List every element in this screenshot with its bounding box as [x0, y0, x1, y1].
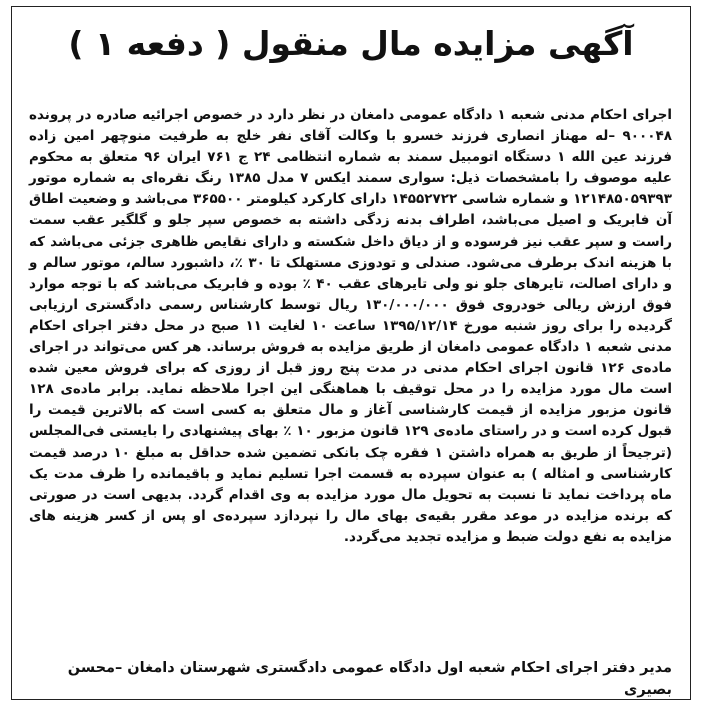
notice-title: آگهی مزایده مال منقول ( دفعه ۱ ) — [68, 24, 634, 63]
notice-body — [29, 105, 672, 548]
notice-frame — [11, 6, 691, 700]
notice-signature: مدیر دفتر اجرای احکام شعبه اول دادگاه عمومی دادگستری شهرستان دامغان –محسن بصیری — [67, 660, 672, 698]
notice-body-text: اجرای احکام مدنی شعبه ۱ دادگاه عمومی دامغان در نظر دارد در خصوص اجرائیه صادره در پرونده ۹۰۰۰۴۸ –له مهناز انصاری فرزند خسرو با وکالت آقای نفر خلج به طرفیت منوچهر امین زاده فرزند عین الله ۱ دستگاه اتومبیل سمند به شماره انتظامی ۲۴ ج ۷۶۱ ایران ۹۶ متعلق به محکوم علیه موصوف را بامشخصات ذیل: سواری سمند ایکس ۷ مدل ۱۳۸۵ رنگ نقره‌ای به شماره موتور ۱۲۱۴۸۵۰۵۹۳۹۳ و شماره شاسی ۱۴۵۵۲۷۲۲ دارای کارکرد کیلومتر ۳۶۵۵۰۰ می‌باشد و وضعیت اطاق آن فابریک و اصیل می‌باشد، اطراف بدنه زدگی داشته به خصوص سپر جلو و گلگیر عقب سمت راست و سپر عقب نیز فرسوده و از دیاق داخل شکسته و دارای نقایص ظاهری جزئی می‌باشد که با هزینه اندک برطرف می‌شود. صندلی و تودوزی مستهلک تا ۳۰ ٪، داشبورد سالم، موتور سالم و و دارای اصالت، تایرهای جلو نو ولی تایرهای عقب ۴۰ ٪ بوده و فابریک می‌باشد که با توجه موارد فوق ارزش ریالی خودروی فوق ۱۳۰/۰۰۰/۰۰۰ ریال توسط کارشناس رسمی دادگستری ارزیابی گردیده را برای روز شنبه مورخ ۱۳۹۵/۱۲/۱۴ ساعت ۱۰ لغایت ۱۱ صبح در محل دفتر اجرای احکام مدنی شعبه ۱ دادگاه عمومی دامغان از طریق مزایده به فروش برساند. هر کس می‌تواند در اجرای ماده‌ی ۱۲۶ قانون اجرای احکام مدنی در مدت پنج روز قبل از روزی که برای فروش معین شده است مال مورد مزایده را در محل توقیف با هماهنگی این اجرا ملاحظه نماید. برابر ماده‌ی ۱۲۸ قانون مزبور مزایده از قیمت کارشناسی آغاز و مال متعلق به کسی است که بالاترین قیمت را قبول کرده است و در راستای ماده‌ی ۱۲۹ قانون مزبور ۱۰ ٪ بهای پیشنهادی را بایستی فی‌المجلس (ترجیحاً از طریق به همراه داشتن ۱ فقره چک بانکی تضمین شده حداقل به مبلغ ۱۰ درصد قیمت کارشناسی و امثاله ) به عنوان سپرده به قسمت اجرا تسلیم نماید و باقیمانده را ظرف مدت یک ماه پرداخت نماید تا نسبت به تحویل مال مورد مزایده به وی اقدام گردد. بدیهی است در صورتی که برنده مزایده در موعد مقرر بقیه‌ی بهای مال را نپردازد سپرده‌ی او پس از کسر هزینه های مزایده به نفع دولت ضبط و مزایده تجدید می‌گردد. — [29, 107, 673, 545]
